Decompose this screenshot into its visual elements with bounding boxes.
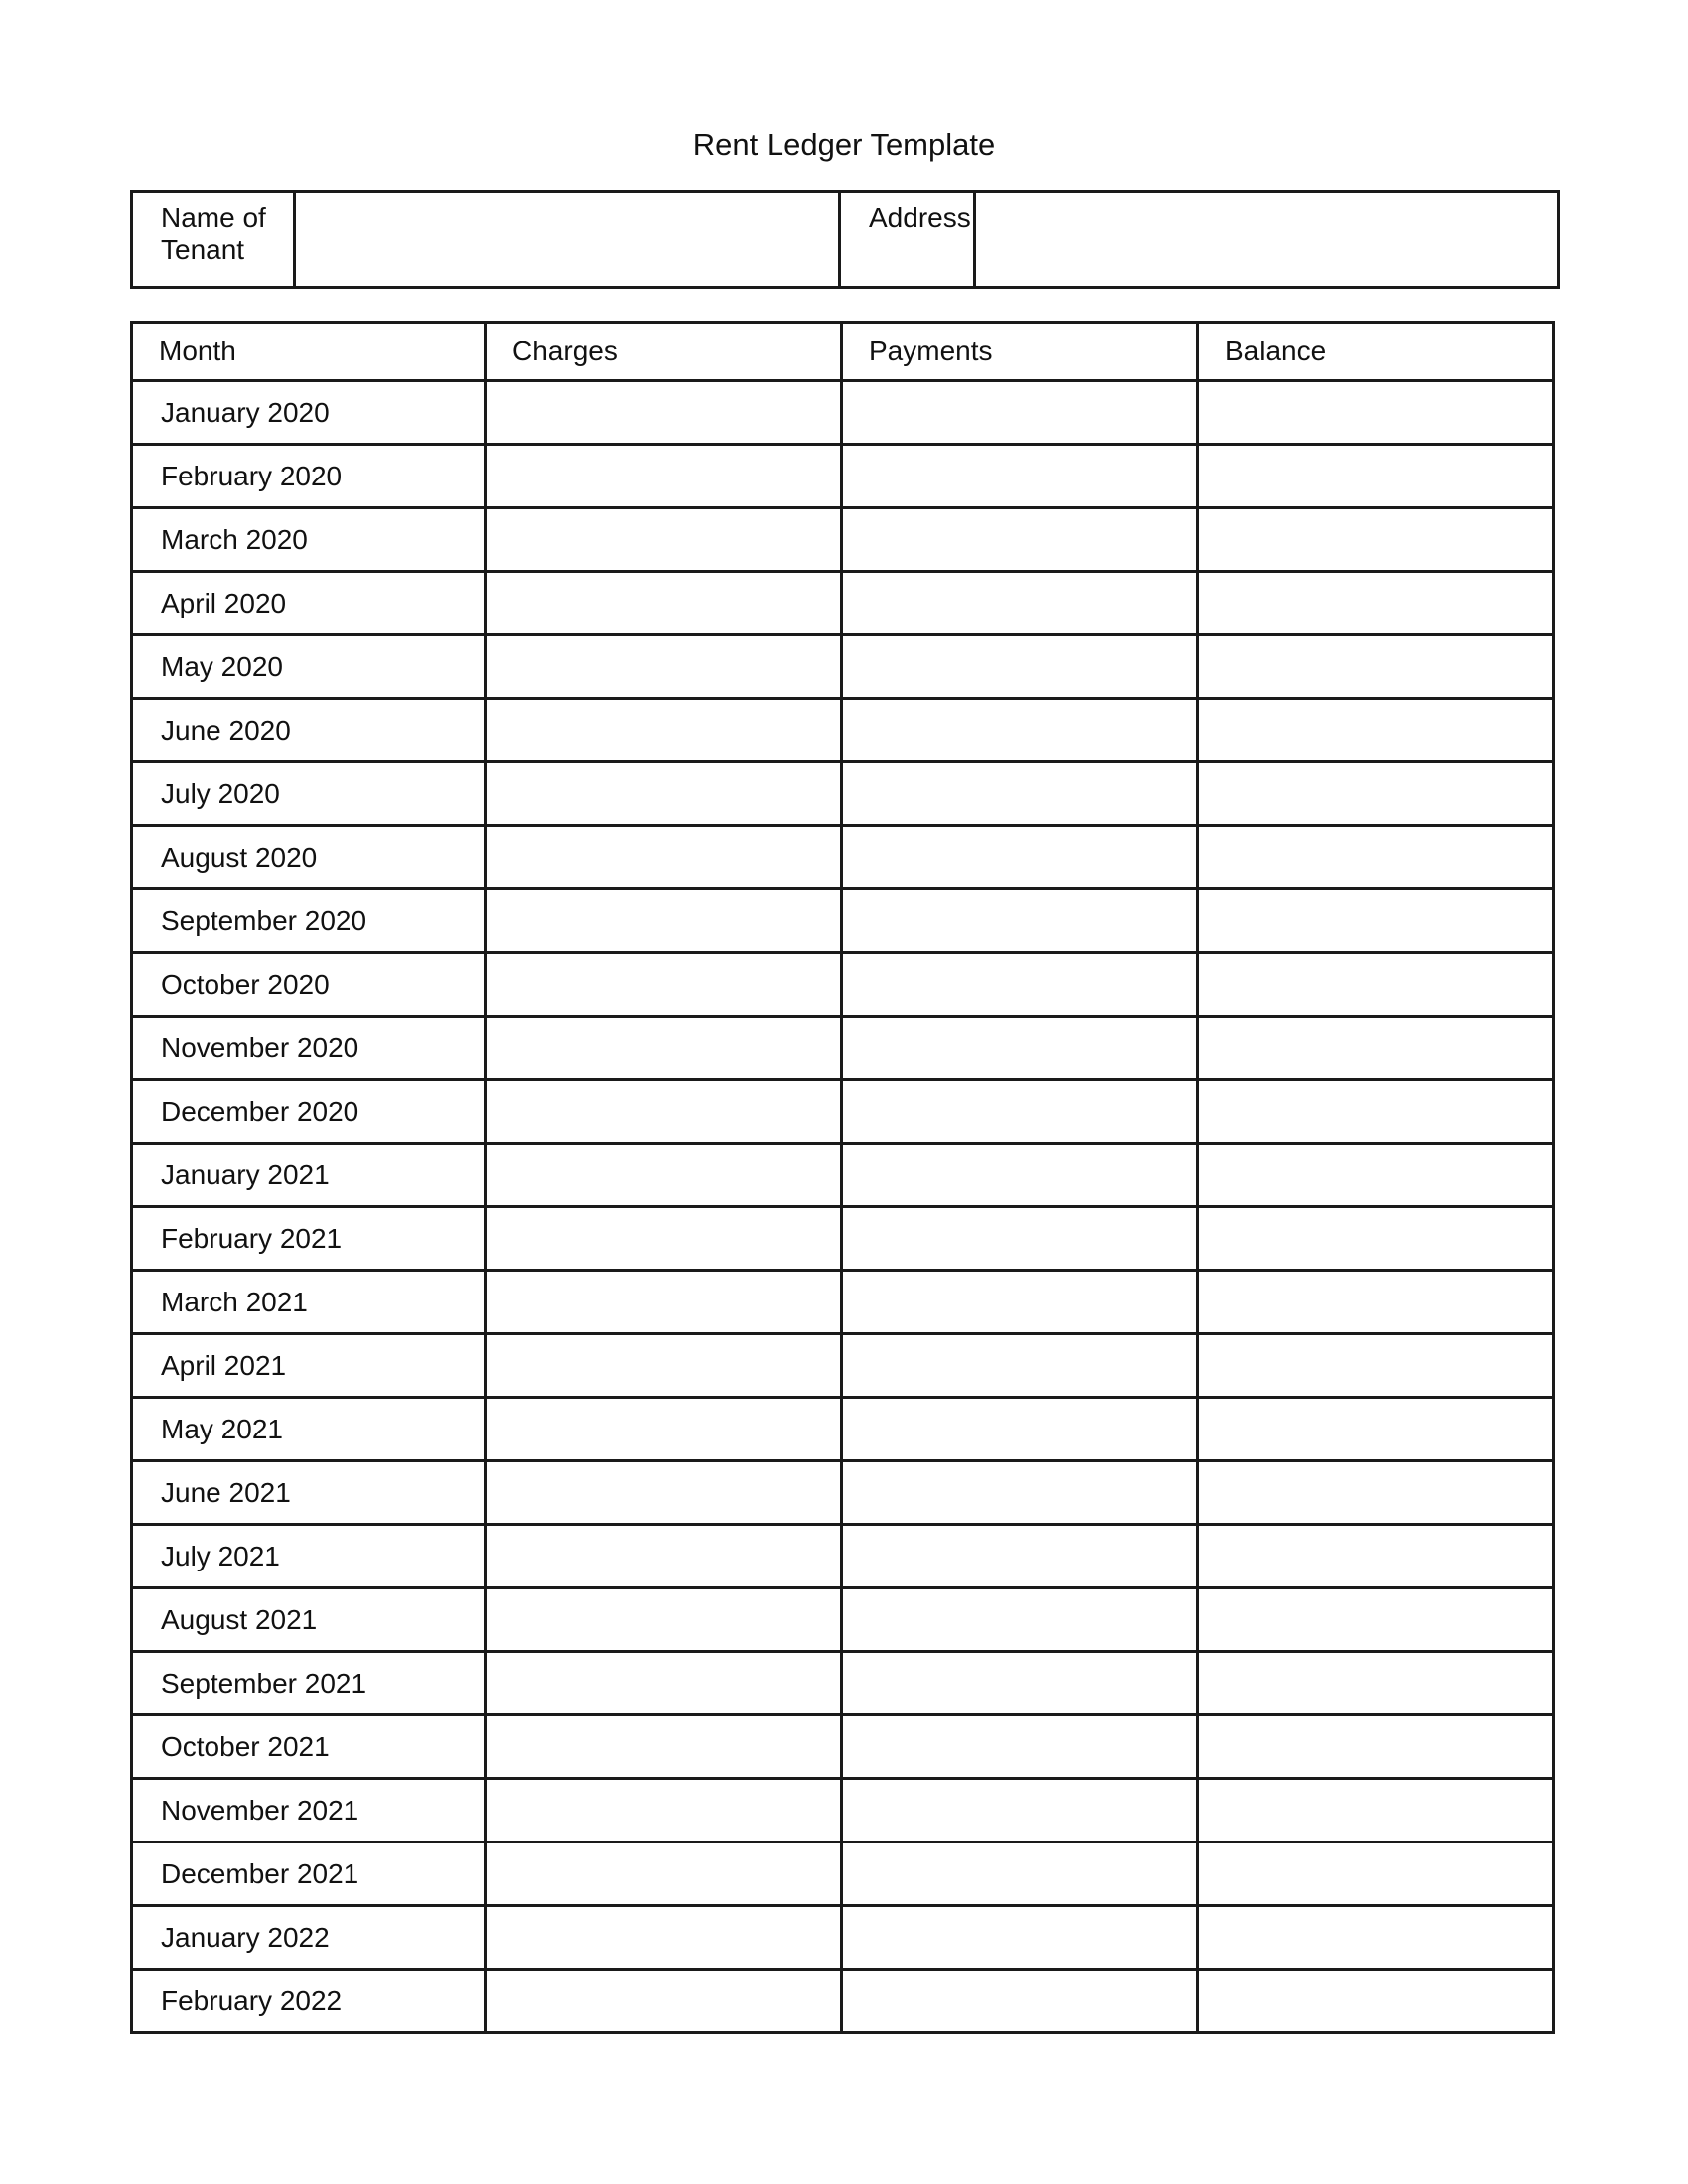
balance-cell[interactable] [1198, 826, 1554, 889]
table-row [132, 1525, 1554, 1588]
payments-cell[interactable] [842, 1017, 1198, 1080]
charges-cell[interactable] [486, 826, 842, 889]
balance-cell[interactable] [1198, 445, 1554, 508]
table-row [132, 699, 1554, 762]
table-row [132, 1207, 1554, 1271]
charges-cell[interactable] [486, 1461, 842, 1525]
ledger-body [132, 381, 1554, 2033]
month-cell: November 2021 [132, 1779, 486, 1843]
month-cell: October 2020 [132, 953, 486, 1017]
month-cell: December 2020 [132, 1080, 486, 1144]
charges-cell[interactable] [486, 1525, 842, 1588]
payments-cell[interactable] [842, 1334, 1198, 1398]
month-cell: August 2021 [132, 1588, 486, 1652]
payments-cell[interactable] [842, 1843, 1198, 1906]
table-row [132, 1080, 1554, 1144]
payments-cell[interactable] [842, 508, 1198, 572]
payments-cell[interactable] [842, 381, 1198, 445]
name-of-tenant-label: Name of Tenant [132, 192, 295, 288]
charges-cell[interactable] [486, 1334, 842, 1398]
column-header-charges: Charges [486, 323, 842, 381]
payments-cell[interactable] [842, 1207, 1198, 1271]
table-row [132, 1271, 1554, 1334]
charges-cell[interactable] [486, 445, 842, 508]
charges-cell[interactable] [486, 635, 842, 699]
tenant-info-row [132, 192, 1559, 288]
table-row [132, 381, 1554, 445]
balance-cell[interactable] [1198, 635, 1554, 699]
ledger-header-row [132, 323, 1554, 381]
charges-cell[interactable] [486, 1271, 842, 1334]
table-row [132, 1652, 1554, 1715]
balance-cell[interactable] [1198, 1144, 1554, 1207]
page-title: Rent Ledger Template [692, 127, 996, 162]
balance-cell[interactable] [1198, 1652, 1554, 1715]
column-header-balance: Balance [1198, 323, 1554, 381]
month-cell: September 2021 [132, 1652, 486, 1715]
table-row [132, 1461, 1554, 1525]
payments-cell[interactable] [842, 762, 1198, 826]
month-cell: April 2020 [132, 572, 486, 635]
address-field[interactable] [975, 192, 1559, 288]
month-cell: July 2021 [132, 1525, 486, 1588]
payments-cell[interactable] [842, 1398, 1198, 1461]
balance-cell[interactable] [1198, 1207, 1554, 1271]
table-row [132, 508, 1554, 572]
charges-cell[interactable] [486, 889, 842, 953]
month-cell: January 2021 [132, 1144, 486, 1207]
charges-cell[interactable] [486, 699, 842, 762]
charges-cell[interactable] [486, 1080, 842, 1144]
table-row [132, 762, 1554, 826]
balance-cell[interactable] [1198, 889, 1554, 953]
charges-cell[interactable] [486, 762, 842, 826]
payments-cell[interactable] [842, 572, 1198, 635]
charges-cell[interactable] [486, 1715, 842, 1779]
payments-cell[interactable] [842, 699, 1198, 762]
payments-cell[interactable] [842, 1906, 1198, 1970]
charges-cell[interactable] [486, 1652, 842, 1715]
payments-cell[interactable] [842, 1461, 1198, 1525]
column-header-month: Month [132, 323, 486, 381]
month-cell: January 2020 [132, 381, 486, 445]
payments-cell[interactable] [842, 889, 1198, 953]
payments-cell[interactable] [842, 1652, 1198, 1715]
balance-cell[interactable] [1198, 1271, 1554, 1334]
table-row [132, 572, 1554, 635]
table-row [132, 1017, 1554, 1080]
balance-cell[interactable] [1198, 1588, 1554, 1652]
month-cell: October 2021 [132, 1715, 486, 1779]
charges-cell[interactable] [486, 953, 842, 1017]
payments-cell[interactable] [842, 1144, 1198, 1207]
payments-cell[interactable] [842, 953, 1198, 1017]
balance-cell[interactable] [1198, 1843, 1554, 1906]
table-row [132, 1144, 1554, 1207]
table-row [132, 1398, 1554, 1461]
payments-cell[interactable] [842, 1525, 1198, 1588]
month-cell: July 2020 [132, 762, 486, 826]
month-cell: February 2022 [132, 1970, 486, 2033]
payments-cell[interactable] [842, 445, 1198, 508]
balance-cell[interactable] [1198, 1017, 1554, 1080]
charges-cell[interactable] [486, 1017, 842, 1080]
table-row [132, 635, 1554, 699]
charges-cell[interactable] [486, 508, 842, 572]
charges-cell[interactable] [486, 1588, 842, 1652]
payments-cell[interactable] [842, 826, 1198, 889]
month-cell: June 2020 [132, 699, 486, 762]
charges-cell[interactable] [486, 1207, 842, 1271]
balance-cell[interactable] [1198, 572, 1554, 635]
payments-cell[interactable] [842, 1715, 1198, 1779]
month-cell: April 2021 [132, 1334, 486, 1398]
month-cell: December 2021 [132, 1843, 486, 1906]
table-row [132, 1715, 1554, 1779]
charges-cell[interactable] [486, 381, 842, 445]
name-of-tenant-field[interactable] [295, 192, 840, 288]
payments-cell[interactable] [842, 1271, 1198, 1334]
month-cell: May 2021 [132, 1398, 486, 1461]
balance-cell[interactable] [1198, 508, 1554, 572]
table-row [132, 1843, 1554, 1906]
payments-cell[interactable] [842, 1970, 1198, 2033]
balance-cell[interactable] [1198, 699, 1554, 762]
table-row [132, 445, 1554, 508]
month-cell: January 2022 [132, 1906, 486, 1970]
table-row [132, 1334, 1554, 1398]
table-row [132, 1779, 1554, 1843]
balance-cell[interactable] [1198, 1398, 1554, 1461]
tenant-info-table [130, 190, 1560, 289]
charges-cell[interactable] [486, 1144, 842, 1207]
address-label: Address [840, 192, 975, 288]
payments-cell[interactable] [842, 1080, 1198, 1144]
balance-cell[interactable] [1198, 762, 1554, 826]
month-cell: February 2021 [132, 1207, 486, 1271]
month-cell: August 2020 [132, 826, 486, 889]
month-cell: February 2020 [132, 445, 486, 508]
charges-cell[interactable] [486, 1779, 842, 1843]
table-row [132, 1970, 1554, 2033]
payments-cell[interactable] [842, 1588, 1198, 1652]
table-row [132, 1906, 1554, 1970]
balance-cell[interactable] [1198, 953, 1554, 1017]
table-row [132, 889, 1554, 953]
balance-cell[interactable] [1198, 1715, 1554, 1779]
charges-cell[interactable] [486, 1970, 842, 2033]
table-row [132, 953, 1554, 1017]
charges-cell[interactable] [486, 1843, 842, 1906]
month-cell: March 2021 [132, 1271, 486, 1334]
rent-ledger-table [130, 321, 1555, 2034]
balance-cell[interactable] [1198, 1461, 1554, 1525]
balance-cell[interactable] [1198, 1080, 1554, 1144]
month-cell: June 2021 [132, 1461, 486, 1525]
table-row [132, 826, 1554, 889]
month-cell: May 2020 [132, 635, 486, 699]
balance-cell[interactable] [1198, 1779, 1554, 1843]
balance-cell[interactable] [1198, 1334, 1554, 1398]
balance-cell[interactable] [1198, 381, 1554, 445]
month-cell: November 2020 [132, 1017, 486, 1080]
balance-cell[interactable] [1198, 1525, 1554, 1588]
charges-cell[interactable] [486, 1398, 842, 1461]
charges-cell[interactable] [486, 1906, 842, 1970]
balance-cell[interactable] [1198, 1906, 1554, 1970]
table-row [132, 1588, 1554, 1652]
column-header-payments: Payments [842, 323, 1198, 381]
payments-cell[interactable] [842, 635, 1198, 699]
payments-cell[interactable] [842, 1779, 1198, 1843]
month-cell: September 2020 [132, 889, 486, 953]
month-cell: March 2020 [132, 508, 486, 572]
balance-cell[interactable] [1198, 1970, 1554, 2033]
charges-cell[interactable] [486, 572, 842, 635]
